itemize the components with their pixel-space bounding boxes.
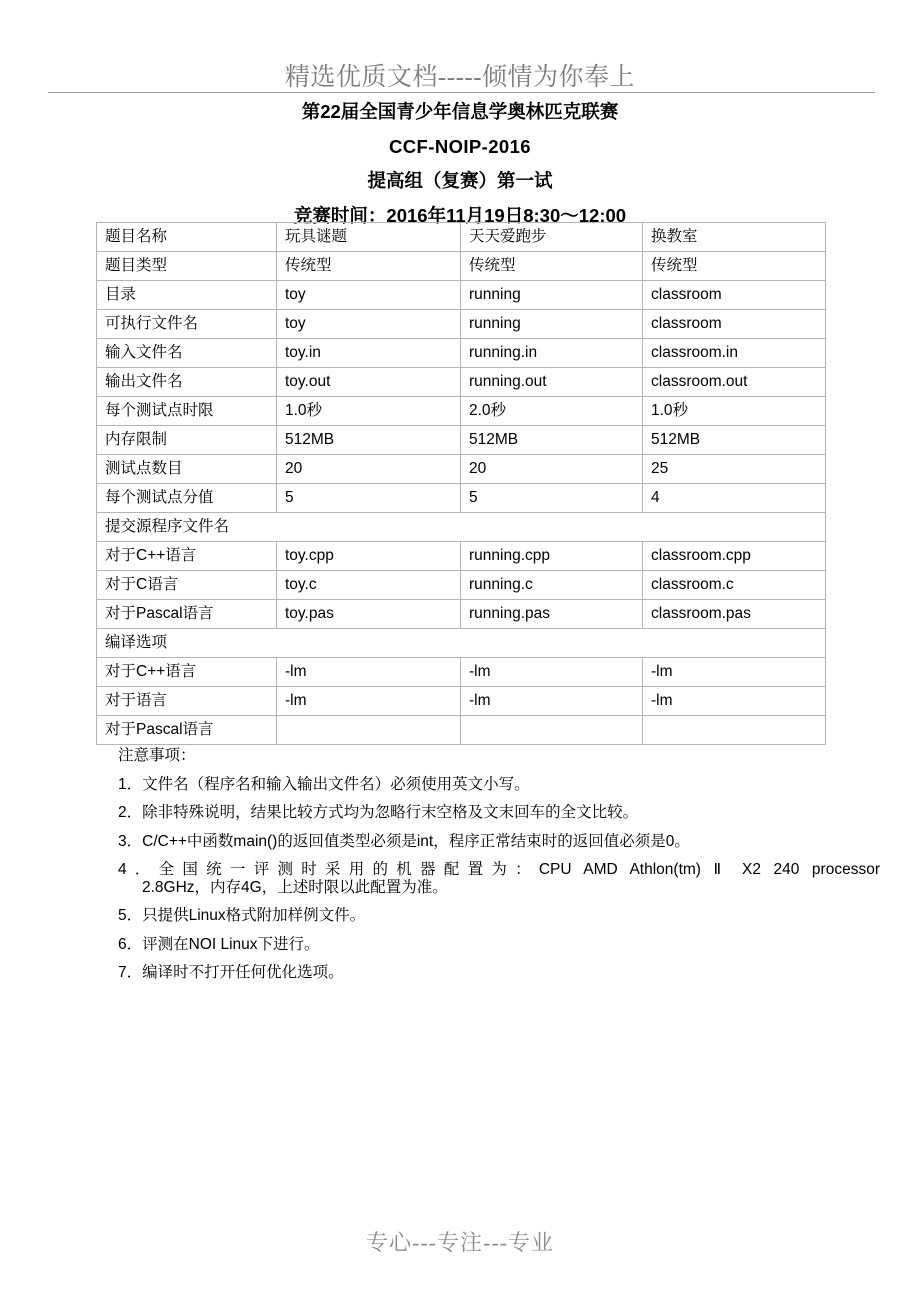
row-value-1: 20 <box>277 455 461 484</box>
row-value-2: 2.0秒 <box>461 397 643 426</box>
row-label: 对于C++语言 <box>97 542 277 571</box>
table-row <box>97 687 826 716</box>
row-value-1: toy.c <box>277 571 461 600</box>
note-item-5: 5．只提供Linux格式附加样例文件。 <box>118 907 366 924</box>
title-block <box>0 103 920 225</box>
table-row <box>97 252 826 281</box>
section-header-compile: 编译选项 <box>97 629 826 658</box>
table-row <box>97 658 826 687</box>
section-header-compile-row <box>97 629 826 658</box>
row-value-3: 4 <box>643 484 826 513</box>
watermark-footer: 专心---专注---专业 <box>366 1230 554 1255</box>
table-row <box>97 426 826 455</box>
row-value-3: 25 <box>643 455 826 484</box>
row-value-3: -lm <box>643 687 826 716</box>
notes-heading: 注意事项： <box>118 747 196 764</box>
table-row <box>97 484 826 513</box>
row-value-2: 20 <box>461 455 643 484</box>
table-row <box>97 339 826 368</box>
row-value-2: -lm <box>461 658 643 687</box>
row-label: 题目类型 <box>97 252 277 281</box>
table-row <box>97 368 826 397</box>
row-label: 对于语言 <box>97 687 277 716</box>
row-value-2: running.c <box>461 571 643 600</box>
row-value-1 <box>277 716 461 745</box>
row-value-3: classroom.in <box>643 339 826 368</box>
row-value-2: running.cpp <box>461 542 643 571</box>
note-item-6: 6．评测在NOI Linux下进行。 <box>118 935 320 953</box>
row-value-1: toy.cpp <box>277 542 461 571</box>
row-value-2: running.out <box>461 368 643 397</box>
row-value-3: 1.0秒 <box>643 397 826 426</box>
note-item-7: 7．编译时不打开任何优化选项。 <box>118 964 344 981</box>
row-value-2 <box>461 716 643 745</box>
row-value-2: running.pas <box>461 600 643 629</box>
row-label: 对于Pascal语言 <box>97 716 277 745</box>
row-value-3: 传统型 <box>643 252 826 281</box>
row-value-1: toy.out <box>277 368 461 397</box>
row-label: 对于C语言 <box>97 571 277 600</box>
row-value-1: 5 <box>277 484 461 513</box>
row-value-3: classroom <box>643 310 826 339</box>
row-label: 输出文件名 <box>97 368 277 397</box>
table-row <box>97 571 826 600</box>
header-rule <box>48 92 875 93</box>
row-value-3: classroom.out <box>643 368 826 397</box>
table-row <box>97 397 826 426</box>
row-value-2: running.in <box>461 339 643 368</box>
table-row <box>97 716 826 745</box>
row-value-3: classroom.c <box>643 571 826 600</box>
row-value-1: toy.in <box>277 339 461 368</box>
watermark-header: 精选优质文档-----倾情为你奉上 <box>284 64 636 91</box>
title-line-1: 第22届全国青少年信息学奥林匹克联赛 <box>301 101 619 122</box>
row-label: 可执行文件名 <box>97 310 277 339</box>
row-value-2: -lm <box>461 687 643 716</box>
row-label: 每个测试点时限 <box>97 397 277 426</box>
note-item-2: 2．除非特殊说明，结果比较方式均为忽略行末空格及文末回车的全文比较。 <box>118 804 639 821</box>
row-value-2: 天天爱跑步 <box>461 223 643 252</box>
row-value-1: toy <box>277 310 461 339</box>
problem-spec-table <box>96 222 826 745</box>
table-row <box>97 281 826 310</box>
row-value-3: classroom.pas <box>643 600 826 629</box>
row-value-3: -lm <box>643 658 826 687</box>
table-row <box>97 223 826 252</box>
table-row <box>97 600 826 629</box>
row-value-2: 传统型 <box>461 252 643 281</box>
row-label: 内存限制 <box>97 426 277 455</box>
row-value-1: -lm <box>277 658 461 687</box>
notes-section <box>118 748 880 994</box>
row-label: 测试点数目 <box>97 455 277 484</box>
table-row <box>97 542 826 571</box>
row-value-3 <box>643 716 826 745</box>
row-value-3: 换教室 <box>643 223 826 252</box>
row-value-2: running <box>461 310 643 339</box>
row-value-3: classroom.cpp <box>643 542 826 571</box>
title-line-2: CCF-NOIP-2016 <box>389 135 531 157</box>
row-value-3: 512MB <box>643 426 826 455</box>
row-value-1: -lm <box>277 687 461 716</box>
note-item-3: 3．C/C++中函数main()的返回值类型必须是int，程序正常结束时的返回值必须是0。 <box>118 832 690 850</box>
row-value-3: classroom <box>643 281 826 310</box>
note-item-4-line-2: 2.8GHz，内存4G，上述时限以此配置为准。 <box>142 878 448 896</box>
note-item-1: 1．文件名（程序名和输入输出文件名）必须使用英文小写。 <box>118 775 530 793</box>
note-item-4-line-1: 4．全国统一评测时采用的机器配置为：CPU AMD Athlon(tm) Ⅱ X2 240 processor <box>118 861 880 878</box>
row-label: 对于C++语言 <box>97 658 277 687</box>
row-label: 每个测试点分值 <box>97 484 277 513</box>
row-label: 输入文件名 <box>97 339 277 368</box>
row-value-1: 玩具谜题 <box>277 223 461 252</box>
table-row <box>97 455 826 484</box>
title-line-4: 竞赛时间：2016年11月19日8:30〜12:00 <box>293 204 627 226</box>
row-value-2: 5 <box>461 484 643 513</box>
row-value-1: 512MB <box>277 426 461 455</box>
row-value-2: 512MB <box>461 426 643 455</box>
row-value-1: 传统型 <box>277 252 461 281</box>
table-row <box>97 310 826 339</box>
section-header-submit-row <box>97 513 826 542</box>
row-value-1: toy <box>277 281 461 310</box>
row-value-1: toy.pas <box>277 600 461 629</box>
title-line-3: 提高组（复赛）第一试 <box>367 170 553 191</box>
row-label: 对于Pascal语言 <box>97 600 277 629</box>
row-value-2: running <box>461 281 643 310</box>
section-header-submit: 提交源程序文件名 <box>97 513 826 542</box>
row-label: 题目名称 <box>97 223 277 252</box>
row-label: 目录 <box>97 281 277 310</box>
row-value-1: 1.0秒 <box>277 397 461 426</box>
